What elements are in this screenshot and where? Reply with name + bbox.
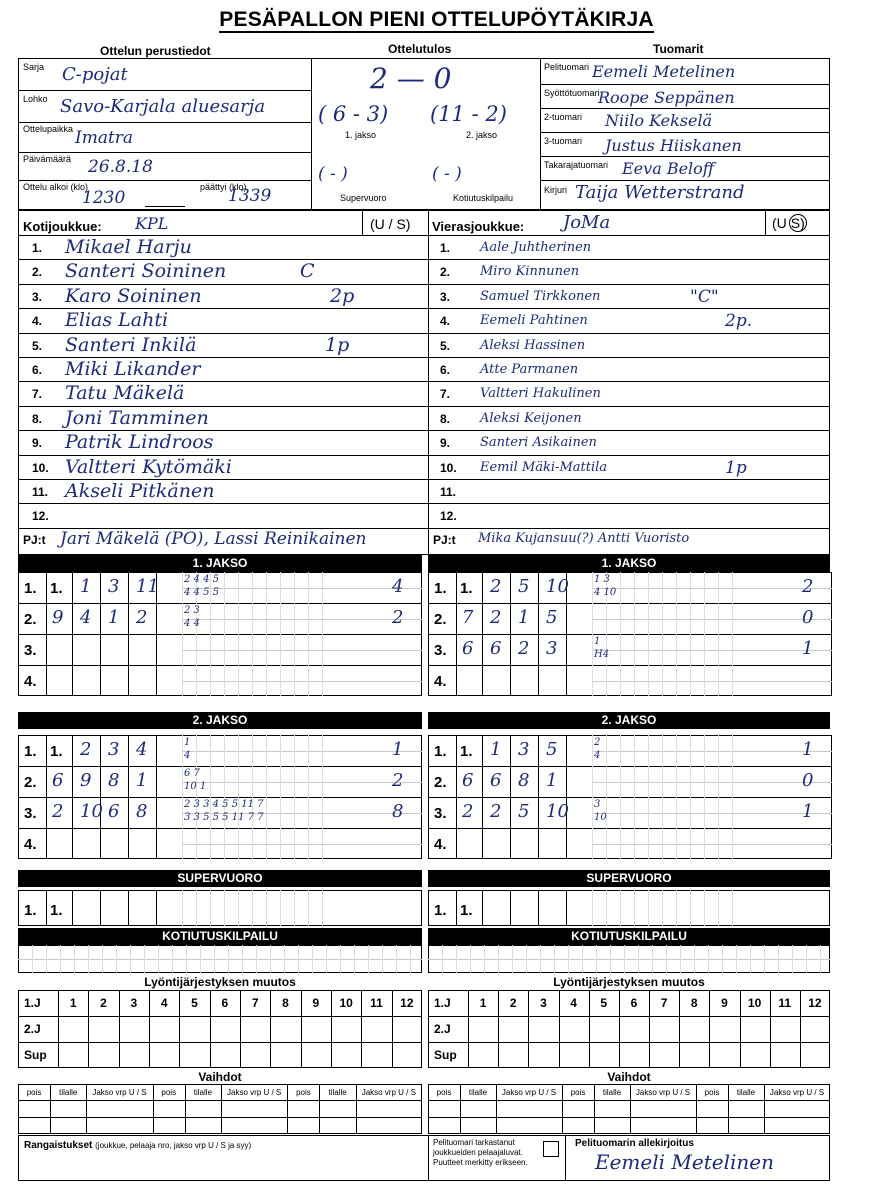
away-period2-grid-row-label: 2. [434, 774, 447, 791]
away-period2-grid-cell: 1 [546, 770, 558, 791]
basic-info-heading: Ottelun perustiedot [100, 44, 211, 58]
home-lineup-col: 6 [221, 996, 229, 1010]
r3-label: 3-tuomari [544, 136, 583, 146]
super-score: ( - ) [318, 164, 348, 184]
away-period2-grid-tick-top: 2 [594, 737, 601, 748]
away-period2-grid-cell: 3 [518, 739, 530, 760]
away-lineup-col: 1 [479, 996, 487, 1010]
away-period2-grid-cell: 6 [462, 770, 474, 791]
form-title: PESÄPALLON PIENI OTTELUPÖYTÄKIRJA [219, 8, 654, 31]
home-period1-grid-tick-top: 2 3 [184, 605, 200, 616]
home-period1-grid-tick-bottom: 4 4 5 5 [184, 587, 219, 598]
away-player-note: 1p [725, 457, 747, 478]
home-lineup-col: 4 [160, 996, 168, 1010]
home-period1-grid-run-total: 4 [392, 576, 404, 597]
r2-label: 2-tuomari [544, 112, 583, 122]
home-period2-grid-cell: 1 [136, 770, 148, 791]
home-period2-grid-tick-top: 1 [184, 737, 191, 748]
home-lineup-col: 1 [69, 996, 77, 1010]
home-player-number: 1. [32, 241, 43, 255]
home-period1-grid-row-label: 2. [24, 611, 37, 628]
home-lineup-title: Lyöntijärjestyksen muutos [144, 975, 296, 989]
period1-label: 1. jakso [345, 130, 377, 140]
away-lineup-col: 11 [778, 996, 792, 1010]
home-period1-grid-cell: 2 [136, 607, 148, 628]
homerun-score: ( - ) [432, 164, 462, 184]
away-period1-grid-cell: 10 [546, 576, 569, 597]
home-player-name: Akseli Pitkänen [65, 480, 215, 502]
home-period1-grid-tick-top: 2 4 4 5 [184, 574, 219, 585]
home-homerun-bar: KOTIUTUSKILPAILU [18, 928, 422, 945]
away-period2-grid-cell: 2 [462, 801, 474, 822]
home-pj-value: Jari Mäkelä (PO), Lassi Reinikainen [60, 528, 367, 549]
home-period2-grid-cell: 8 [136, 801, 148, 822]
away-lineup-col: 5 [600, 996, 608, 1010]
home-period1-grid-cell: 11 [136, 576, 159, 597]
home-period2-grid-row-label: 1. [24, 743, 37, 760]
away-player-name: Eemil Mäki-Mattila [480, 459, 608, 475]
home-period2-grid-cell: 4 [136, 739, 148, 760]
venue-label: Ottelupaikka [23, 124, 74, 134]
home-player-name: Joni Tamminen [65, 406, 209, 429]
away-player-number: 1. [440, 241, 451, 255]
away-period2-grid-cell: 8 [518, 770, 530, 791]
away-period2-grid-cell: 10 [546, 801, 569, 822]
away-pj-value: Mika Kujansuu(?) Antti Vuoristo [478, 530, 690, 546]
away-period1-grid-cell: 5 [546, 607, 558, 628]
away-player-name: Samuel Tirkkonen [480, 288, 601, 304]
back-referee-label: Takarajatuomari [544, 160, 609, 170]
home-player-name: Valtteri Kytömäki [65, 455, 232, 478]
home-period2-grid-run-total: 8 [392, 801, 404, 822]
home-period2-grid-cell: 2 [52, 801, 64, 822]
home-period2-grid-run-total: 1 [392, 739, 404, 760]
home-player-number: 11. [32, 485, 49, 499]
away-subs-title: Vaihdot [607, 1070, 651, 1084]
away-period1-grid-run-total: 2 [802, 576, 814, 597]
home-lineup-col: 3 [130, 996, 138, 1010]
home-period2-grid-cell: 6 [52, 770, 64, 791]
away-player-number: 6. [440, 363, 451, 377]
away-period2-grid-tick-top: 3 [594, 799, 601, 810]
away-lineup-col: 2 [509, 996, 517, 1010]
away-subs-col: pois [704, 1088, 720, 1097]
away-player-note: "C" [690, 286, 719, 307]
home-lineup-col: 7 [251, 996, 259, 1010]
away-player-name: Aleksi Keijonen [480, 410, 582, 426]
block-value: Savo-Karjala aluesarja [60, 96, 266, 117]
away-period2-grid-row-label: 4. [434, 836, 447, 853]
home-team-name: KPL [135, 214, 169, 233]
away-lineup-row: 2.J [434, 1022, 451, 1036]
away-player-name: Valtteri Hakulinen [480, 386, 601, 402]
pitch-referee-value: Roope Seppänen [598, 88, 735, 107]
penalties-label: Rangaistukset (joukkue, pelaaja nro, jakso vrp U / S ja syy) [24, 1140, 252, 1151]
away-period2-grid-tick-bottom: 4 [594, 750, 601, 761]
home-period2-grid-tick-bottom: 10 1 [184, 781, 207, 792]
away-period1-grid-cell: 3 [546, 638, 558, 659]
home-player-name: Elias Lahti [65, 309, 169, 332]
away-lineup-col: 7 [660, 996, 668, 1010]
away-subs-col: Jakso vrp U / S [769, 1088, 825, 1097]
away-period1-grid-run-total: 1 [802, 638, 814, 659]
away-player-number: 2. [440, 265, 451, 280]
away-period2-grid-row-label: 1. [434, 743, 447, 760]
homerun-label: Kotiutuskilpailu [453, 193, 514, 203]
away-period2-grid-row-label: 3. [434, 805, 447, 822]
away-period2-grid-run-total: 0 [802, 770, 814, 791]
away-period2-grid-cell: 5 [546, 739, 558, 760]
away-period1-grid-tick-top: 1 [594, 636, 601, 647]
home-player-number: 10. [32, 460, 49, 475]
away-player-name: Atte Parmanen [480, 362, 579, 377]
check-checkbox[interactable] [543, 1141, 559, 1157]
date-value: 26.8.18 [88, 157, 153, 177]
home-period2-grid-cell: 2 [80, 739, 92, 760]
away-player-note: 2p. [725, 311, 753, 332]
home-player-number: 6. [32, 363, 43, 377]
clerk-value: Taija Wetterstrand [575, 182, 745, 203]
super-label: Supervuoro [340, 193, 387, 203]
home-subs-col: tilalle [193, 1088, 213, 1097]
home-lineup-col: 5 [191, 996, 198, 1010]
period1-score: ( 6 - 3) [318, 102, 389, 126]
away-lineup-col: 10 [747, 996, 762, 1010]
away-team-label: Vierasjoukkue: [432, 219, 525, 234]
away-player-name: Aleksi Hassinen [480, 337, 586, 353]
home-lineup-col: 11 [370, 996, 383, 1010]
home-period2-grid-cell: 10 [80, 801, 103, 822]
away-period1-grid-cell: 1. [460, 580, 473, 597]
main-referee-label: Pelituomari [544, 62, 590, 72]
home-period1-grid-cell: 1 [108, 607, 120, 628]
away-period2-grid-cell: 5 [518, 801, 530, 822]
home-player-name: Mikael Harju [65, 236, 192, 258]
end-label: päättyi (klo) [200, 182, 247, 192]
home-subs-col: Jakso vrp U / S [361, 1088, 416, 1097]
home-period1-grid-cell: 9 [52, 607, 64, 628]
away-period2-grid-cell: 1. [460, 743, 473, 760]
away-us: (U S) [772, 215, 805, 231]
home-period1-grid-row-label: 4. [24, 673, 37, 690]
away-period1-grid-cell: 2 [490, 576, 502, 597]
home-period2-grid-row-label: 3. [24, 805, 37, 822]
home-player-number: 8. [32, 411, 43, 426]
away-period1-grid-cell: 6 [462, 638, 474, 659]
away-period2-grid-run-total: 1 [802, 739, 814, 760]
away-period1-bar: 1. JAKSO [428, 555, 830, 572]
home-lineup-col: 2 [100, 996, 107, 1010]
r3-value: Justus Hiiskanen [605, 136, 742, 155]
home-period1-grid-cell: 1. [50, 580, 63, 597]
away-player-number: 4. [440, 314, 451, 329]
home-period2-bar: 2. JAKSO [18, 712, 422, 729]
home-player-number: 2. [32, 265, 43, 280]
home-period1-grid-cell: 4 [80, 607, 92, 628]
away-period1-grid-cell: 2 [490, 607, 502, 628]
home-period2-grid-tick-top: 2 3 3 4 5 5 11 7 [184, 799, 264, 810]
home-player-number: 9. [32, 436, 43, 451]
away-player-name: Eemeli Pahtinen [480, 313, 588, 329]
away-team-name: JoMa [563, 212, 611, 233]
home-player-note: 2p [330, 284, 355, 307]
home-period1-bar: 1. JAKSO [18, 555, 422, 572]
home-player-name: Tatu Mäkelä [65, 382, 185, 405]
home-period2-grid-cell: 6 [108, 801, 120, 822]
away-player-number: 5. [440, 338, 451, 353]
away-period1-grid-cell: 6 [490, 638, 502, 659]
home-pj-label: PJ:t [23, 532, 46, 547]
away-subs-col: pois [436, 1088, 452, 1097]
home-period2-grid-tick-bottom: 3 3 5 5 5 11 7 7 [184, 812, 264, 823]
away-period2-bar: 2. JAKSO [428, 712, 830, 729]
away-period1-grid-tick-bottom: 4 10 [594, 587, 617, 598]
home-player-name: Patrik Lindroos [65, 431, 214, 454]
away-period1-grid-row-label: 1. [434, 580, 447, 597]
away-lineup-row: Sup [434, 1048, 457, 1062]
away-period1-grid-row-label: 4. [434, 673, 447, 690]
pitch-referee-label: Syöttötuomari [544, 88, 600, 98]
away-pj-label: PJ:t [433, 532, 456, 547]
home-period1-grid-row-label: 3. [24, 642, 37, 659]
signature-label: Pelituomarin allekirjoitus [575, 1138, 694, 1149]
home-period2-grid-row-label: 2. [24, 774, 37, 791]
away-player-number: 7. [440, 387, 451, 402]
away-player-name: Aale Juhtherinen [480, 240, 592, 255]
home-player-number: 4. [32, 314, 43, 329]
away-homerun-bar: KOTIUTUSKILPAILU [428, 928, 830, 945]
away-subs-col: pois [570, 1088, 586, 1097]
away-period1-grid-tick-bottom: H4 [594, 649, 610, 660]
main-referee-value: Eemeli Metelinen [592, 62, 736, 81]
home-period1-grid-run-total: 2 [392, 607, 404, 628]
away-player-number: 8. [440, 411, 451, 426]
signature-value: Eemeli Metelinen [595, 1150, 774, 1174]
away-super-bar: SUPERVUORO [428, 870, 830, 887]
result-heading: Ottelutulos [388, 42, 452, 56]
home-period2-grid-tick-bottom: 4 [184, 750, 191, 761]
home-super-first: 1. [50, 902, 63, 919]
check-text: Pelituomari tarkastanut joukkueiden pelaajaluvat. Puutteet merkitty erikseen. [433, 1138, 528, 1167]
home-lineup-row: Sup [24, 1048, 47, 1062]
away-super-grid [428, 890, 830, 926]
away-lineup-col: 4 [570, 996, 577, 1010]
home-period1-grid-row-label: 1. [24, 580, 37, 597]
start-value: 1230 [82, 188, 126, 208]
home-super-row: 1. [24, 902, 37, 919]
away-lineup-col: 9 [721, 996, 728, 1010]
away-super-row: 1. [434, 902, 447, 919]
away-period1-grid-run-total: 0 [802, 607, 814, 628]
venue-value: Imatra [75, 128, 134, 148]
home-subs-col: pois [296, 1088, 311, 1097]
away-period1-grid-tick-top: 1 3 [594, 574, 610, 585]
home-us: (U / S) [370, 216, 411, 232]
away-subs-col: tilalle [736, 1088, 756, 1097]
back-referee-value: Eeva Beloff [622, 159, 715, 178]
home-period1-grid-cell: 1 [80, 576, 92, 597]
home-lineup-row: 2.J [24, 1022, 41, 1036]
clerk-label: Kirjuri [544, 185, 568, 195]
home-subs-col: tilalle [328, 1088, 347, 1097]
block-label: Lohko [23, 94, 48, 104]
home-player-note: 1p [325, 333, 350, 356]
home-subs-col: Jakso vrp U / S [92, 1088, 147, 1097]
date-label: Päivämäärä [23, 154, 72, 164]
away-player-number: 11. [440, 485, 457, 499]
away-lineup-col: 3 [540, 996, 547, 1010]
away-subs-col: Jakso vrp U / S [635, 1088, 691, 1097]
home-period2-grid-cell: 1. [50, 743, 63, 760]
end-value: 1339 [228, 186, 272, 206]
home-player-number: 7. [32, 387, 43, 402]
home-player-name: Karo Soininen [65, 284, 202, 307]
away-period1-grid-cell: 1 [518, 607, 530, 628]
home-lineup-col: 9 [312, 996, 320, 1010]
away-player-number: 3. [440, 289, 451, 304]
final-score: 2 — 0 [370, 62, 452, 95]
home-player-name: Santeri Inkilä [65, 333, 197, 356]
home-subs-title: Vaihdot [198, 1070, 242, 1084]
home-player-note: C [300, 260, 315, 283]
home-subs-col: pois [161, 1088, 177, 1097]
home-lineup-col: 10 [339, 996, 353, 1010]
away-player-number: 10. [440, 460, 457, 475]
away-lineup-row: 1.J [434, 996, 451, 1010]
home-player-name: Miki Likander [65, 358, 201, 380]
home-period2-grid-cell: 3 [108, 739, 120, 760]
away-lineup-title: Lyöntijärjestyksen muutos [553, 975, 705, 989]
home-lineup-col: 12 [400, 996, 414, 1010]
away-period1-grid-row-label: 3. [434, 642, 447, 659]
home-period2-grid-cell: 9 [80, 770, 92, 791]
away-subs-col: Jakso vrp U / S [501, 1088, 557, 1097]
home-lineup-col: 8 [282, 996, 289, 1010]
r2-value: Niilo Kekselä [605, 111, 713, 130]
away-period2-grid-cell: 1 [490, 739, 502, 760]
home-period1-grid-tick-bottom: 4 4 [184, 618, 200, 629]
series-value: C-pojat [62, 64, 128, 85]
away-player-name: Miro Kinnunen [480, 264, 580, 280]
home-period1-grid-cell: 3 [108, 576, 120, 597]
away-lineup-col: 6 [630, 996, 638, 1010]
away-super-first: 1. [460, 902, 473, 919]
home-lineup-row: 1.J [24, 996, 41, 1010]
home-team-label: Kotijoukkue: [23, 219, 102, 234]
home-subs-col: pois [26, 1088, 42, 1097]
home-period2-grid-row-label: 4. [24, 836, 37, 853]
start-label: Ottelu alkoi (klo) [23, 182, 89, 192]
away-period2-grid-run-total: 1 [802, 801, 814, 822]
away-player-number: 12. [440, 509, 457, 524]
period2-label: 2. jakso [466, 130, 498, 140]
away-period1-grid-cell: 7 [462, 607, 474, 628]
away-period1-grid-cell: 5 [518, 576, 530, 597]
period2-score: (11 - 2) [430, 102, 507, 126]
home-player-number: 5. [32, 338, 43, 353]
away-lineup-col: 8 [690, 996, 698, 1010]
away-player-number: 9. [440, 436, 451, 451]
away-lineup-col: 12 [808, 996, 822, 1010]
home-super-bar: SUPERVUORO [18, 870, 422, 887]
home-player-number: 3. [32, 289, 43, 304]
home-player-name: Santeri Soininen [65, 260, 227, 283]
away-subs-col: tilalle [602, 1088, 622, 1097]
referees-heading: Tuomarit [653, 42, 704, 56]
home-period2-grid-cell: 8 [108, 770, 120, 791]
away-player-name: Santeri Asikainen [480, 435, 597, 451]
home-player-number: 12. [32, 509, 49, 524]
home-period2-grid-tick-top: 6 7 [184, 768, 200, 779]
home-subs-col: tilalle [59, 1088, 78, 1097]
away-period2-grid-cell: 2 [490, 801, 502, 822]
series-label: Sarja [23, 62, 45, 72]
away-period1-grid-cell: 2 [518, 638, 530, 659]
away-subs-col: tilalle [468, 1088, 488, 1097]
home-super-grid [18, 890, 422, 926]
home-period2-grid-run-total: 2 [392, 770, 404, 791]
away-period2-grid-cell: 6 [490, 770, 502, 791]
away-period1-grid-row-label: 2. [434, 611, 447, 628]
home-subs-col: Jakso vrp U / S [227, 1088, 282, 1097]
away-period2-grid-tick-bottom: 10 [594, 812, 607, 823]
